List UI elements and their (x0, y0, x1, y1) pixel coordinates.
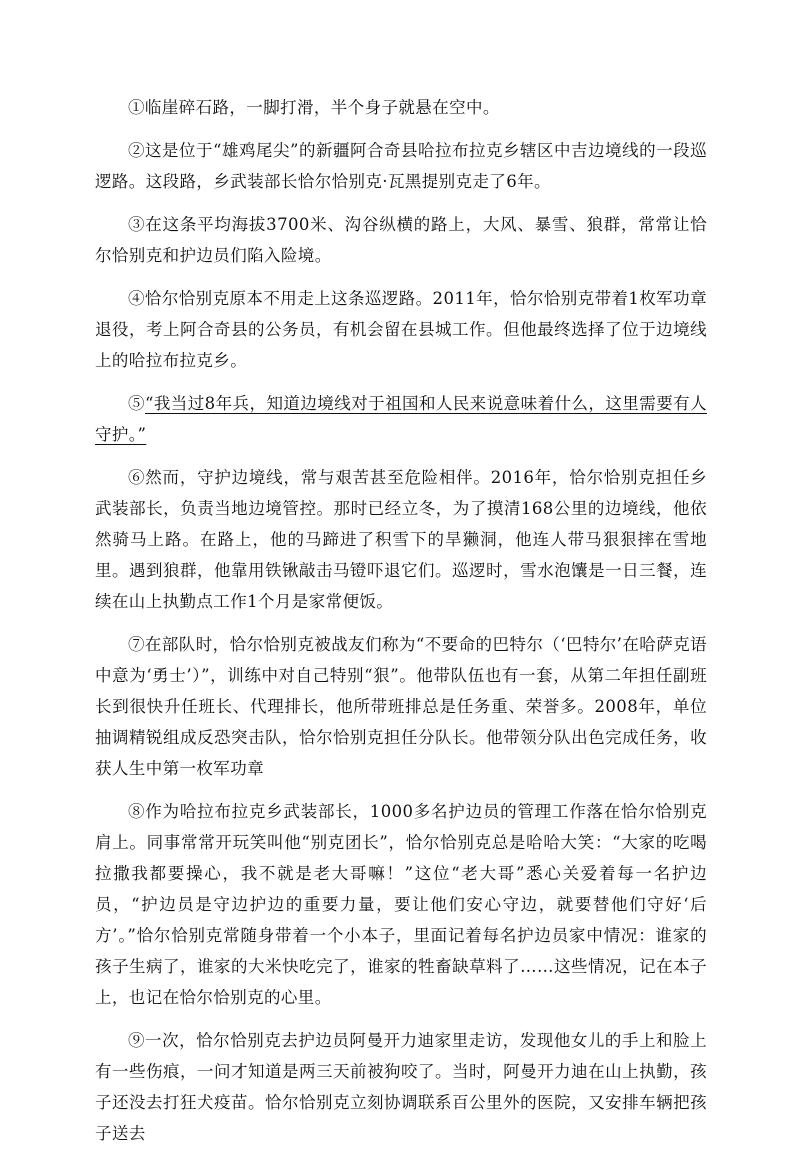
paragraph-8: ⑧作为哈拉布拉克乡武装部长，1000多名护边员的管理工作落在恰尔恰别克肩上。同事常常开玩笑叫他“别克团长”，恰尔恰别克总是哈哈大笑：“大家的吃喝拉撒我都要操心，我不就是老大哥嘛！”这位“老大哥”悉心关爱着每一名护边员，“护边员是守边护边的重要力量，要让他们安心守边，就要替他们守好‘后方’。”恰尔恰别克常随身带着一个小本子，里面记着每名护边员家中情况：谁家的孩子生病了，谁家的大米快吃完了，谁家的牲畜缺草料了……这些情况，记在本子上，也记在恰尔恰别克的心里。 (95, 802, 707, 1007)
paragraph-5 (95, 388, 707, 450)
paragraph-6: ⑥然而，守护边境线，常与艰苦甚至危险相伴。2016年，恰尔恰别克担任乡武装部长，负责当地边境管控。那时已经立冬，为了摸清168公里的边境线，他依然骑马上路。在路上，他的马蹄进了积雪下的旱獭洞，他连人带马狠狠摔在雪地里。遇到狼群，他靠用铁锹敲击马镫吓退它们。巡逻时，雪水泡馕是一日三餐，连续在山上执勤点工作1个月是家常便饭。 (95, 468, 707, 611)
paragraph-1: ①临崖碎石路，一脚打滑，半个身子就悬在空中。 (128, 98, 500, 117)
paragraph-9: ⑨一次，恰尔恰别克去护边员阿曼开力迪家里走访，发现他女儿的手上和脸上有一些伤痕，一问才知道是两三天前被狗咬了。当时，阿曼开力迪在山上执勤，孩子还没去打狂犬疫苗。恰尔恰别克立刻协调联系百公里外的医院，又安排车辆把孩子送去 (95, 1031, 707, 1143)
article-body (95, 92, 707, 1161)
paragraph-5-marker: ⑤ (128, 394, 145, 413)
paragraph-5-underlined-quote: “我当过8年兵，知道边境线对于祖国和人民来说意味着什么，这里需要有人守护。” (95, 394, 707, 444)
paragraph-3: ③在这条平均海拔3700米、沟谷纵横的路上，大风、暴雪、狼群，常常让恰尔恰别克和护边员们陷入险境。 (95, 215, 707, 265)
paragraph-7: ⑦在部队时，恰尔恰别克被战友们称为“不要命的巴特尔（‘巴特尔’在哈萨克语中意为‘勇士’）”，训练中对自己特别“狠”。他带队伍也有一套，从第二年担任副班长到很快升任班长、代理排长，他所带班排总是任务重、荣誉多。2008年，单位抽调精锐组成反恐突击队，恰尔恰别克担任分队长。他带领分队出色完成任务，收获人生中第一枚军功章 (95, 635, 707, 778)
paragraph-4: ④恰尔恰别克原本不用走上这条巡逻路。2011年，恰尔恰别克带着1枚军功章退役，考上阿合奇县的公务员，有机会留在县城工作。但他最终选择了位于边境线上的哈拉布拉克乡。 (95, 289, 707, 370)
paragraph-2: ②这是位于“雄鸡尾尖”的新疆阿合奇县哈拉布拉克乡辖区中吉边境线的一段巡逻路。这段路，乡武装部长恰尔恰别克·瓦黑提别克走了6年。 (95, 141, 707, 191)
